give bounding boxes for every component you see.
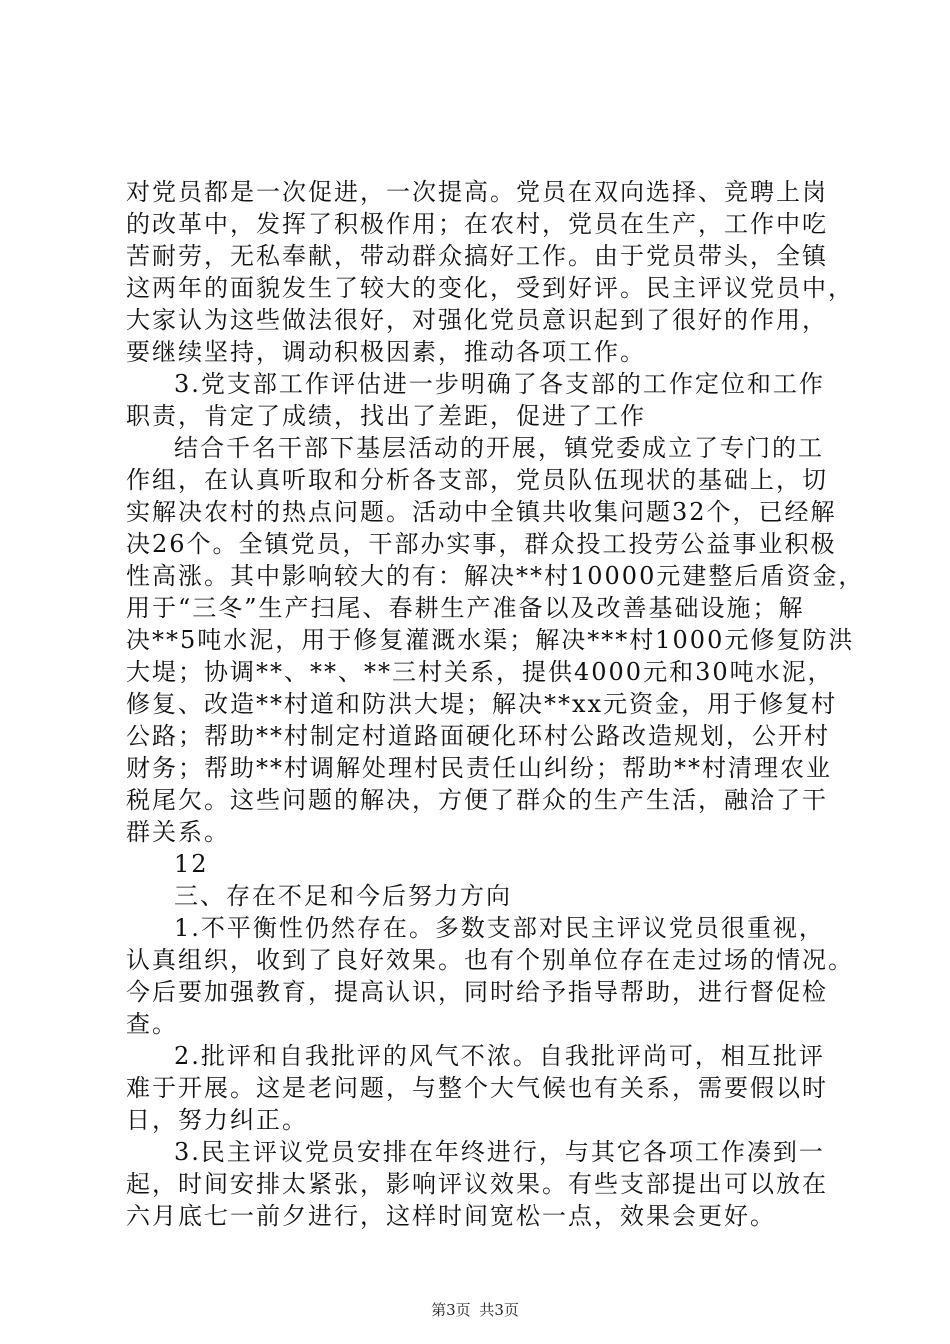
paragraph-start-line: 结合千名干部下基层活动的开展，镇党委成立了专门的工: [174, 434, 824, 462]
text-line: 群关系。: [126, 818, 230, 846]
text-line: 查。: [126, 1010, 178, 1038]
text-line: 的改革中，发挥了积极作用；在农村，党员在生产，工作中吃: [126, 210, 828, 238]
text-line: 六月底七一前夕进行，这样时间宽松一点，效果会更好。: [126, 1202, 776, 1230]
text-line: 修复、改造**村道和防洪大堤；解决**xx元资金，用于修复村: [126, 690, 838, 718]
text-line: 大堤；协调**、**、**三村关系，提供4000元和30吨水泥，: [126, 658, 834, 686]
text-line: 要继续坚持，调动积极因素，推动各项工作。: [126, 338, 646, 366]
page-number-label: 第3页: [431, 1301, 471, 1319]
text-line: 性高涨。其中影响较大的有：解决**村10000元建整后盾资金，: [126, 562, 865, 590]
text-line: 职责，肯定了成绩，找出了差距，促进了工作: [126, 402, 646, 430]
text-line: 公路；帮助**村制定村道路面硬化环村公路改造规划，公开村: [126, 722, 830, 750]
text-line: 决**5吨水泥，用于修复灌溉水渠；解决***村1000元修复防洪: [126, 626, 855, 654]
text-line: 认真组织，收到了良好效果。也有个别单位存在走过场的情况。: [126, 946, 854, 974]
paragraph-start-line: 2.批评和自我批评的风气不浓。自我批评尚可，相互批评: [174, 1042, 825, 1070]
text-line: 决26个。全镇党员，干部办实事，群众投工投劳公益事业积极: [126, 530, 837, 558]
paragraph-start-line: 3.党支部工作评估进一步明确了各支部的工作定位和工作: [174, 370, 825, 398]
page-total-label: 共3页: [479, 1301, 519, 1319]
text-line: 用于“三冬”生产扫尾、春耕生产准备以及改善基础设施；解: [126, 594, 805, 622]
paragraph-start-line: 1.不平衡性仍然存在。多数支部对民主评议党员很重视，: [174, 914, 825, 942]
text-line: 作组，在认真听取和分析各支部，党员队伍现状的基础上，切: [126, 466, 828, 494]
text-line: 对党员都是一次促进，一次提高。党员在双向选择、竞聘上岗: [126, 178, 828, 206]
text-line: 苦耐劳，无私奉献，带动群众搞好工作。由于党员带头，全镇: [126, 242, 828, 270]
text-line: 今后要加强教育，提高认识，同时给予指导帮助，进行督促检: [126, 978, 828, 1006]
paragraph-start-line: 3.民主评议党员安排在年终进行，与其它各项工作凑到一: [174, 1138, 825, 1166]
body-text: [126, 176, 865, 1232]
page-number-marker: 12: [174, 850, 209, 878]
section-heading: 三、存在不足和今后努力方向: [174, 882, 512, 910]
text-line: 财务；帮助**村调解处理村民责任山纠纷；帮助**村清理农业: [126, 754, 832, 782]
text-line: 这两年的面貌发生了较大的变化，受到好评。民主评议党员中，: [126, 274, 854, 302]
text-line: 日，努力纠正。: [126, 1106, 308, 1134]
text-line: 难于开展。这是老问题，与整个大气候也有关系，需要假以时: [126, 1074, 828, 1102]
text-line: 税尾欠。这些问题的解决，方便了群众的生产生活，融洽了干: [126, 786, 828, 814]
text-line: 大家认为这些做法很好，对强化党员意识起到了很好的作用，: [126, 306, 828, 334]
page-footer: [0, 1300, 950, 1320]
text-line: 实解决农村的热点问题。活动中全镇共收集问题32个，已经解: [126, 498, 837, 526]
text-line: 起，时间安排太紧张，影响评议效果。有些支部提出可以放在: [126, 1170, 828, 1198]
